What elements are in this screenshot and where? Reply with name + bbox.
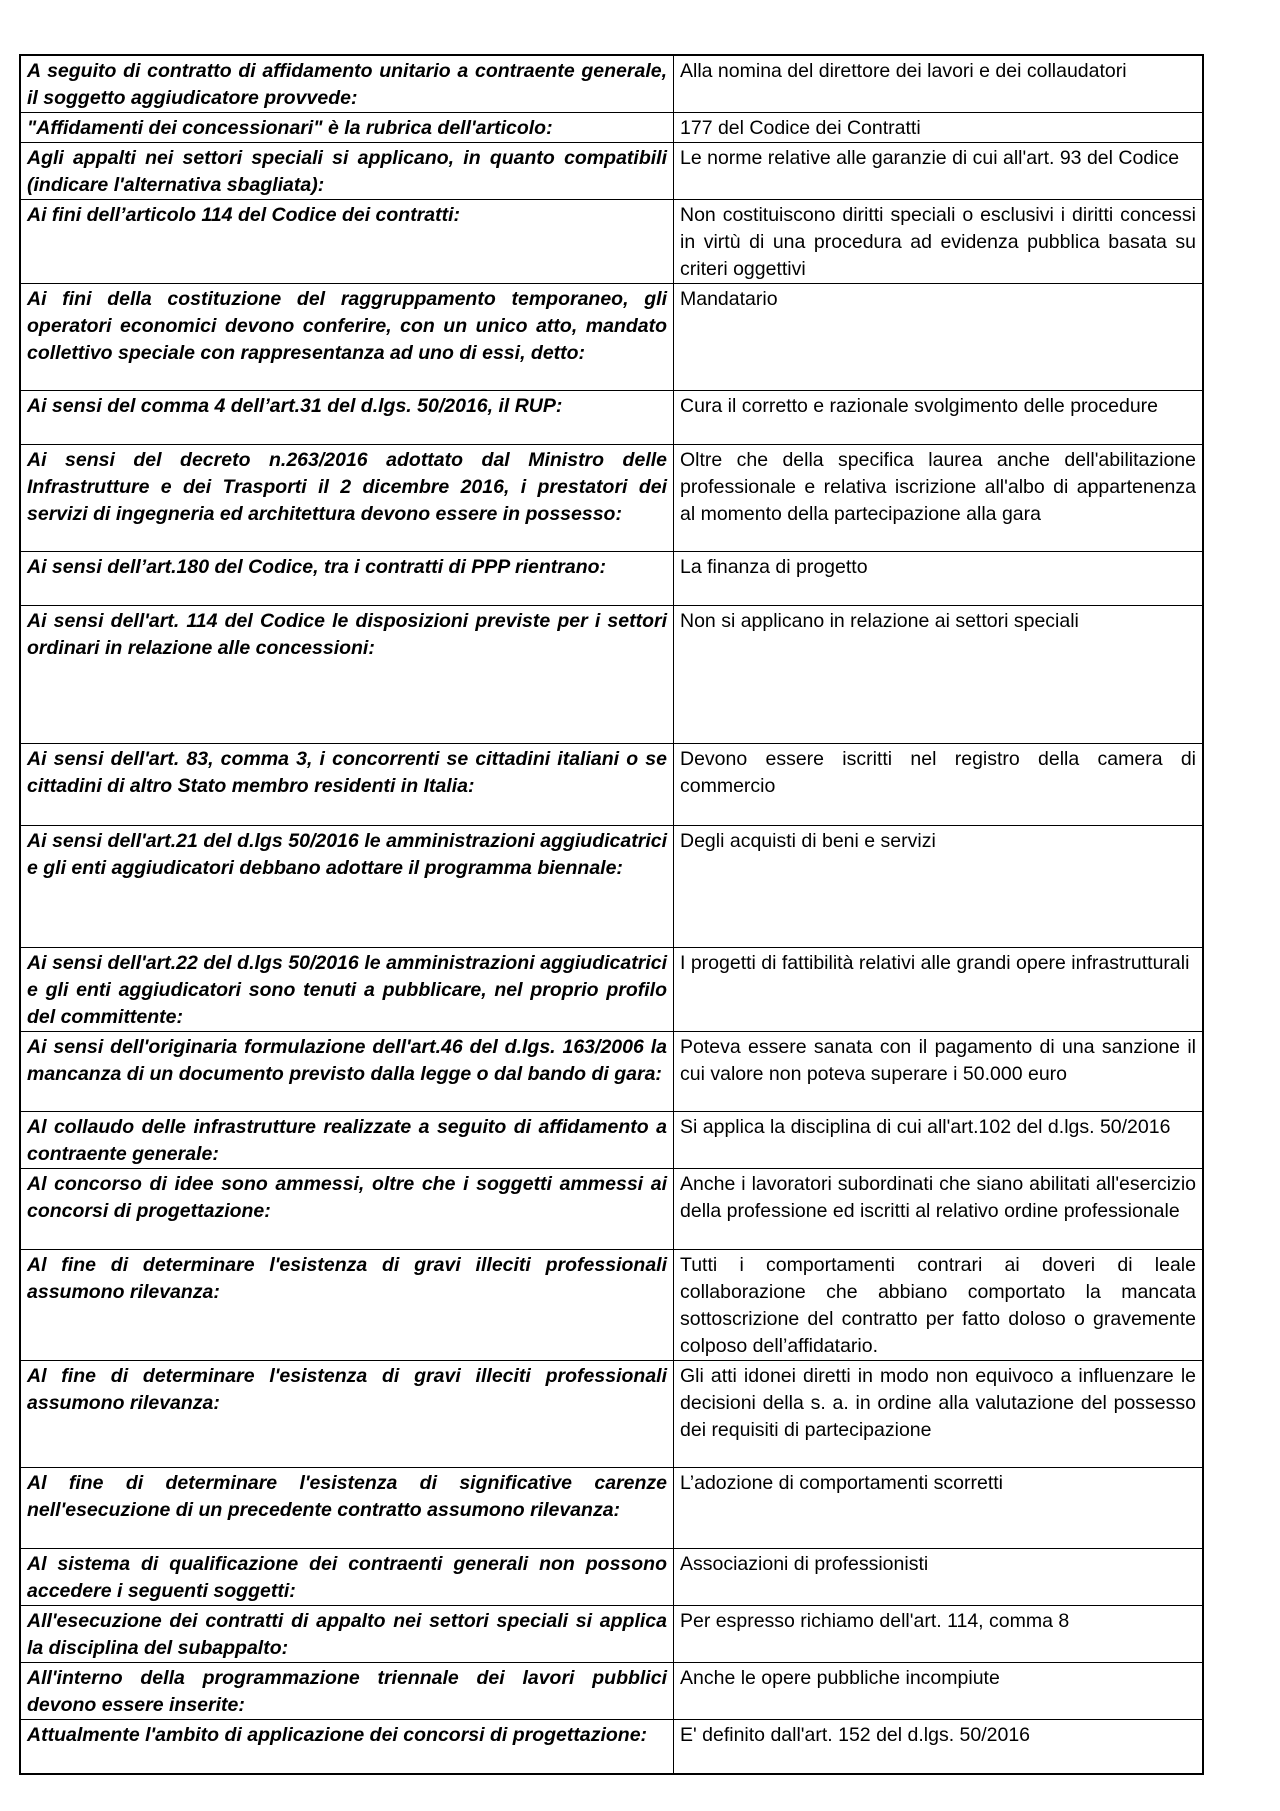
answer-cell: E' definito dall'art. 152 del d.lgs. 50/2016 <box>674 1720 1204 1774</box>
table-row <box>20 200 1203 284</box>
question-cell: Al fine di determinare l'esistenza di gravi illeciti professionali assumono rilevanza: <box>20 1250 674 1361</box>
answer-cell: I progetti di fattibilità relativi alle grandi opere infrastrutturali <box>674 948 1204 1032</box>
table-row <box>20 948 1203 1032</box>
table-row <box>20 1549 1203 1606</box>
answer-cell: La finanza di progetto <box>674 552 1204 606</box>
table-row <box>20 113 1203 143</box>
answer-cell: Non costituiscono diritti speciali o esclusivi i diritti concessi in virtù di una procedura ad evidenza pubblica basata su criteri oggettivi <box>674 200 1204 284</box>
question-cell: Ai sensi del decreto n.263/2016 adottato dal Ministro delle Infrastrutture e dei Trasporti il 2 dicembre 2016, i prestatori dei servizi di ingegneria ed architettura devono essere in possesso: <box>20 445 674 552</box>
table-row <box>20 143 1203 200</box>
answer-cell: 177 del Codice dei Contratti <box>674 113 1204 143</box>
question-cell: Agli appalti nei settori speciali si applicano, in quanto compatibili (indicare l'alternativa sbagliata): <box>20 143 674 200</box>
question-cell: Ai sensi dell'art. 83, comma 3, i concorrenti se cittadini italiani o se cittadini di altro Stato membro residenti in Italia: <box>20 744 674 826</box>
question-cell: Ai fini della costituzione del raggruppamento temporaneo, gli operatori economici devono conferire, con un unico atto, mandato collettivo speciale con rappresentanza ad uno di essi, detto: <box>20 284 674 391</box>
question-cell: Ai sensi dell'originaria formulazione dell'art.46 del d.lgs. 163/2006 la mancanza di un documento previsto dalla legge o dal bando di gara: <box>20 1032 674 1112</box>
answer-cell: Tutti i comportamenti contrari ai doveri di leale collaborazione che abbiano comportato la mancata sottoscrizione del contratto per fatto doloso o gravemente colposo dell’affidatario. <box>674 1250 1204 1361</box>
question-cell: Al sistema di qualificazione dei contraenti generali non possono accedere i seguenti soggetti: <box>20 1549 674 1606</box>
table-row <box>20 1112 1203 1169</box>
answer-cell: Si applica la disciplina di cui all'art.102 del d.lgs. 50/2016 <box>674 1112 1204 1169</box>
question-cell: Ai sensi dell'art. 114 del Codice le disposizioni previste per i settori ordinari in relazione alle concessioni: <box>20 606 674 744</box>
answer-cell: L’adozione di comportamenti scorretti <box>674 1468 1204 1549</box>
question-cell: Ai sensi dell'art.21 del d.lgs 50/2016 le amministrazioni aggiudicatrici e gli enti aggiudicatori debbano adottare il programma biennale: <box>20 826 674 948</box>
answer-cell: Alla nomina del direttore dei lavori e dei collaudatori <box>674 55 1204 113</box>
table-row <box>20 1361 1203 1468</box>
question-cell: Al collaudo delle infrastrutture realizzate a seguito di affidamento a contraente generale: <box>20 1112 674 1169</box>
answer-cell: Non si applicano in relazione ai settori speciali <box>674 606 1204 744</box>
question-cell: Ai sensi dell'art.22 del d.lgs 50/2016 le amministrazioni aggiudicatrici e gli enti aggiudicatori sono tenuti a pubblicare, nel proprio profilo del committente: <box>20 948 674 1032</box>
table-row <box>20 391 1203 445</box>
answer-cell: Per espresso richiamo dell'art. 114, comma 8 <box>674 1606 1204 1663</box>
question-cell: All'interno della programmazione triennale dei lavori pubblici devono essere inserite: <box>20 1663 674 1720</box>
question-cell: Ai sensi dell’art.180 del Codice, tra i contratti di PPP rientrano: <box>20 552 674 606</box>
answer-cell: Gli atti idonei diretti in modo non equivoco a influenzare le decisioni della s. a. in ordine alla valutazione del possesso dei requisiti di partecipazione <box>674 1361 1204 1468</box>
table-row <box>20 1169 1203 1250</box>
answer-cell: Le norme relative alle garanzie di cui all'art. 93 del Codice <box>674 143 1204 200</box>
table-row <box>20 1032 1203 1112</box>
answer-cell: Degli acquisti di beni e servizi <box>674 826 1204 948</box>
table-row <box>20 284 1203 391</box>
table-row <box>20 55 1203 113</box>
table-row <box>20 1606 1203 1663</box>
question-cell: Al fine di determinare l'esistenza di gravi illeciti professionali assumono rilevanza: <box>20 1361 674 1468</box>
answer-cell: Devono essere iscritti nel registro della camera di commercio <box>674 744 1204 826</box>
question-cell: Ai sensi del comma 4 dell’art.31 del d.lgs. 50/2016, il RUP: <box>20 391 674 445</box>
answer-cell: Anche le opere pubbliche incompiute <box>674 1663 1204 1720</box>
document-page <box>19 54 1204 1775</box>
answer-cell: Associazioni di professionisti <box>674 1549 1204 1606</box>
question-cell: Attualmente l'ambito di applicazione dei concorsi di progettazione: <box>20 1720 674 1774</box>
table-row <box>20 445 1203 552</box>
answer-cell: Cura il corretto e razionale svolgimento delle procedure <box>674 391 1204 445</box>
question-cell: Al concorso di idee sono ammessi, oltre che i soggetti ammessi ai concorsi di progettazione: <box>20 1169 674 1250</box>
question-cell: All'esecuzione dei contratti di appalto nei settori speciali si applica la disciplina del subappalto: <box>20 1606 674 1663</box>
answer-cell: Anche i lavoratori subordinati che siano abilitati all'esercizio della professione ed iscritti al relativo ordine professionale <box>674 1169 1204 1250</box>
question-cell: "Affidamenti dei concessionari" è la rubrica dell'articolo: <box>20 113 674 143</box>
table-row <box>20 606 1203 744</box>
answer-cell: Poteva essere sanata con il pagamento di una sanzione il cui valore non poteva superare i 50.000 euro <box>674 1032 1204 1112</box>
answer-cell: Mandatario <box>674 284 1204 391</box>
table-row <box>20 826 1203 948</box>
table-row <box>20 744 1203 826</box>
question-cell: Ai fini dell’articolo 114 del Codice dei contratti: <box>20 200 674 284</box>
question-cell: Al fine di determinare l'esistenza di significative carenze nell'esecuzione di un precedente contratto assumono rilevanza: <box>20 1468 674 1549</box>
question-cell: A seguito di contratto di affidamento unitario a contraente generale, il soggetto aggiudicatore provvede: <box>20 55 674 113</box>
table-row <box>20 1468 1203 1549</box>
table-row <box>20 552 1203 606</box>
table-row <box>20 1720 1203 1774</box>
qa-table <box>19 54 1204 1775</box>
answer-cell: Oltre che della specifica laurea anche dell'abilitazione professionale e relativa iscrizione all'albo di appartenenza al momento della partecipazione alla gara <box>674 445 1204 552</box>
table-row <box>20 1663 1203 1720</box>
table-row <box>20 1250 1203 1361</box>
